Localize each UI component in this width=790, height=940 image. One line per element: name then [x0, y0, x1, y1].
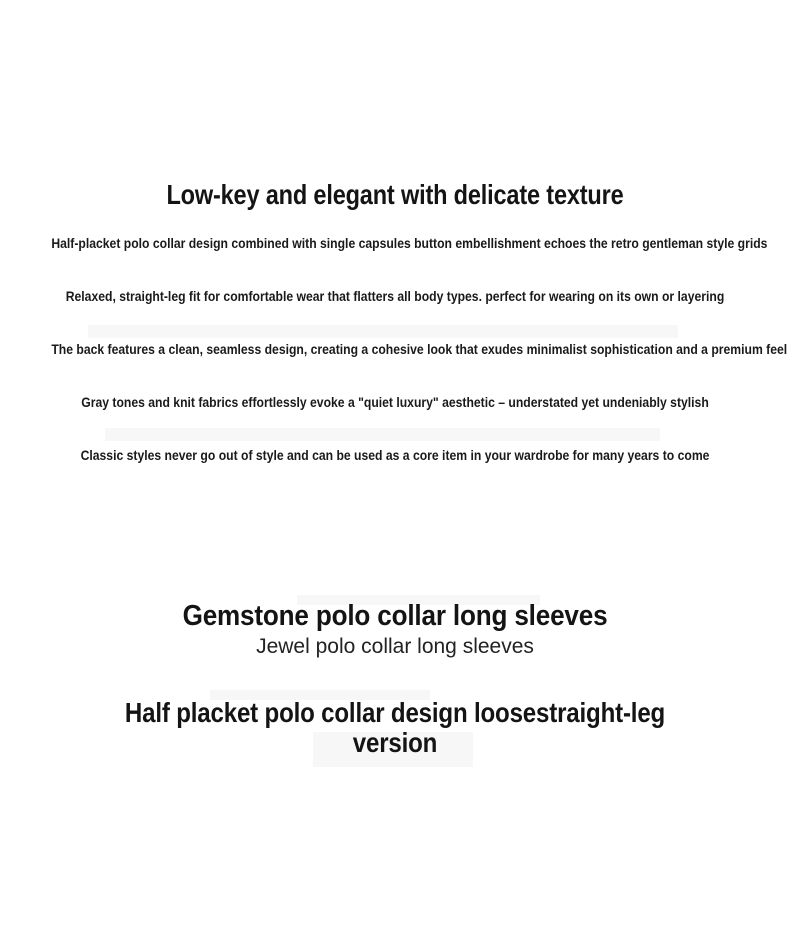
- feature-line-placket: Half-placket polo collar design combined with single capsules button embellishment echoes the retro gentleman style grids: [51, 235, 768, 251]
- translation-overlay-patch: [105, 428, 660, 441]
- feature-line-classic: Classic styles never go out of style and can be used as a core item in your wardrobe for many years to come: [80, 447, 710, 463]
- product-subtitle: Jewel polo collar long sleeves: [256, 635, 534, 658]
- feature-line-gray-tones: Gray tones and knit fabrics effortlessly evoke a "quiet luxury" aesthetic – understated yet undeniably stylish: [81, 394, 709, 410]
- style-title-line1: Half placket polo collar design loosestraight-leg: [124, 697, 666, 728]
- feature-line-back: The back features a clean, seamless design, creating a cohesive look that exudes minimalist sophistication and a premium feel: [51, 341, 788, 357]
- section-heading: Low-key and elegant with delicate texture: [166, 179, 624, 210]
- product-title: Gemstone polo collar long sleeves: [182, 600, 608, 632]
- style-title-line2: version: [352, 727, 438, 758]
- translation-overlay-patch: [88, 325, 678, 338]
- feature-line-fit: Relaxed, straight-leg fit for comfortable wear that flatters all body types. perfect for wearing on its own or layering: [65, 288, 725, 304]
